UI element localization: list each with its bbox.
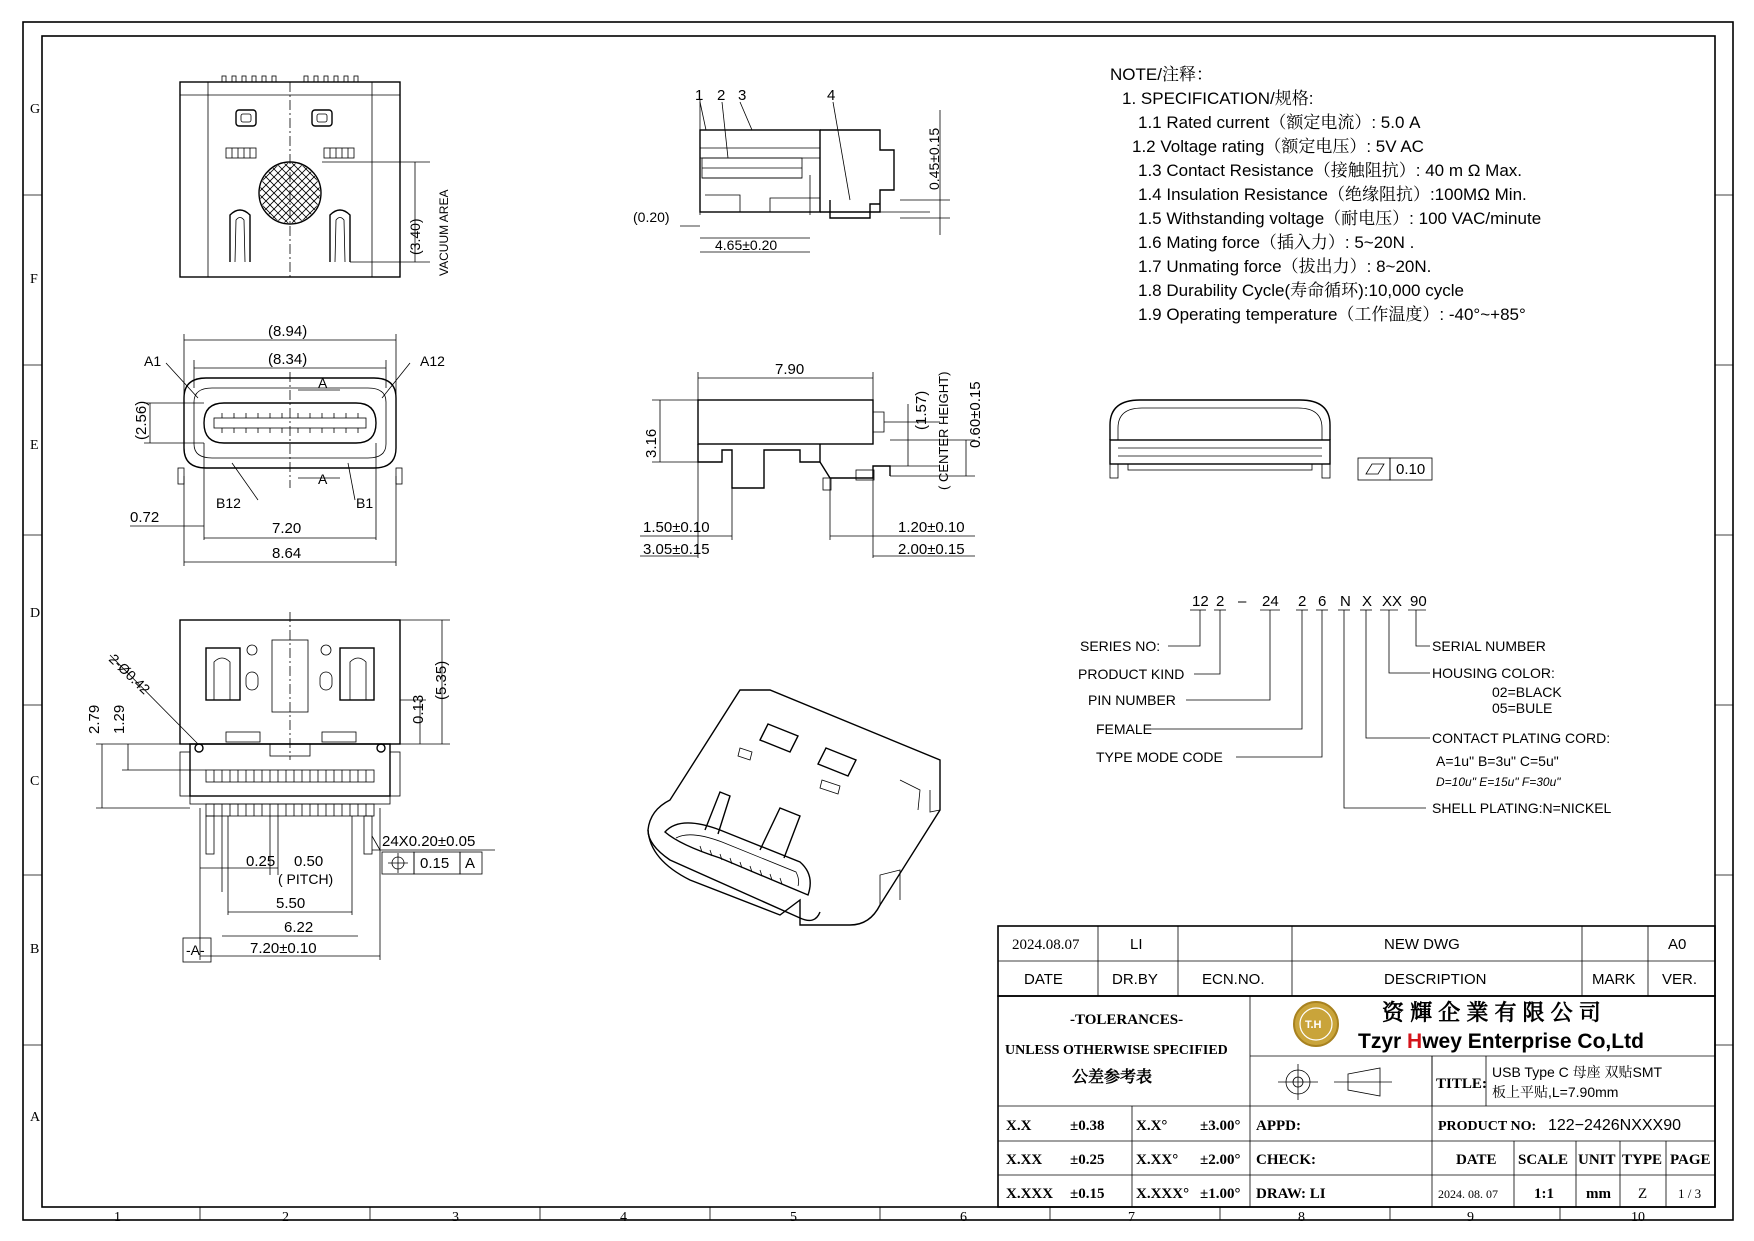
label-type-mode: TYPE MODE CODE	[1096, 749, 1223, 765]
section-callout: 4	[827, 87, 836, 104]
section-mark-a-bottom: A	[318, 471, 328, 487]
zone-row-label: E	[30, 438, 39, 453]
company-name-cn: 资 輝 企 業 有 限 公 司	[1382, 1000, 1601, 1025]
code-color: XX	[1382, 593, 1403, 610]
issue-date: 2024. 08. 07	[1438, 1187, 1498, 1201]
title-label: TITLE:	[1436, 1076, 1487, 1092]
rev-description: NEW DWG	[1384, 936, 1460, 953]
label-housing-color: HOUSING COLOR:	[1432, 665, 1555, 681]
pin-label-b1: B1	[356, 495, 374, 511]
title-line-1: USB Type C 母座 双贴SMT	[1492, 1064, 1663, 1080]
dim-pcb-depth: (5.35)	[433, 660, 450, 700]
zone-row-label: F	[30, 272, 38, 287]
spec-item: 1.2 Voltage rating（额定电压）: 5V AC	[1132, 137, 1424, 156]
dim-contact-height: 0.45±0.15	[926, 127, 942, 190]
type-value: Z	[1638, 1186, 1648, 1202]
dim-pcb-offset: 0.13	[410, 694, 427, 724]
code-shell: N	[1340, 593, 1351, 610]
spec-item: 1.3 Contact Resistance（接触阻抗）: 40 m Ω Max.	[1138, 161, 1522, 180]
dim-front-body: 3.05±0.15	[643, 541, 710, 558]
label-female: FEMALE	[1096, 721, 1153, 737]
pcb-view	[86, 612, 495, 962]
dim-mount-holes: 2-Ø0.42	[105, 650, 154, 698]
rev-date: 2024.08.07	[1012, 937, 1080, 953]
spec-item: 1.9 Operating temperature（工作温度）: -40°~+85°	[1138, 305, 1526, 324]
top-view	[180, 76, 451, 277]
label-series-no: SERIES NO:	[1080, 638, 1161, 654]
spec-item: 1.1 Rated current（额定电流）: 5.0 A	[1138, 113, 1421, 132]
dim-left-offset: (0.20)	[633, 209, 670, 225]
label-contact-plating: CONTACT PLATING CORD:	[1432, 730, 1611, 746]
dim-rear-body: 2.00±0.15	[898, 541, 965, 558]
dim-pad-span: 5.50	[276, 895, 306, 912]
company-name-en: Tzyr Hwey Enterprise Co,Ltd	[1358, 1030, 1644, 1053]
tol-row-a: X.X	[1006, 1118, 1032, 1134]
label-housing-05: 05=BULE	[1492, 700, 1553, 716]
spec-item: 1.8 Durability Cycle(寿命循环):10,000 cycle	[1138, 281, 1464, 300]
rev-drawn-by: LI	[1130, 936, 1143, 953]
label-pin-number: PIN NUMBER	[1088, 692, 1176, 708]
code-kind: 2	[1216, 593, 1225, 610]
dim-front-leg: 1.50±0.10	[643, 519, 710, 536]
dim-pad-outer: 6.22	[284, 919, 314, 936]
dim-pad-row-2: 2.79	[86, 704, 103, 734]
spec-item: 1.4 Insulation Resistance（绝缘阻抗）:100MΩ Min.	[1138, 185, 1527, 204]
spec-heading: 1. SPECIFICATION/规格:	[1122, 89, 1314, 108]
position-tolerance: 0.15	[420, 855, 450, 872]
dim-center-height: (1.57)	[913, 390, 930, 430]
hdr-mark: MARK	[1592, 971, 1636, 988]
checked-by: CHECK:	[1256, 1152, 1316, 1168]
hdr-version: VER.	[1662, 971, 1698, 988]
dim-vacuum-height: (3.40)	[407, 218, 423, 255]
hdr-scale: SCALE	[1518, 1152, 1569, 1168]
dim-pad-offset: 0.25	[246, 853, 276, 870]
label-serial-number: SERIAL NUMBER	[1432, 638, 1546, 654]
zone-col-label: 7	[1128, 1210, 1135, 1225]
section-mark-a-top: A	[318, 375, 328, 391]
zone-col-label: 4	[620, 1210, 627, 1225]
section-callout: 2	[717, 87, 726, 104]
notes-block	[1110, 65, 1541, 324]
code-pins: 24	[1262, 593, 1279, 610]
dim-side-height: 3.16	[643, 428, 660, 458]
tol-row-b: ±0.25	[1070, 1152, 1105, 1168]
dim-standoff: 0.60±0.15	[967, 381, 984, 448]
dim-opening-height: (2.56)	[133, 400, 150, 440]
flatness-view	[1110, 400, 1432, 480]
spec-item: 1.6 Mating force（插入力）: 5~20N .	[1138, 233, 1415, 252]
zone-col-label: 1	[114, 1210, 121, 1225]
notes-heading: NOTE/注释：	[1110, 65, 1213, 84]
tol-row-a: X.XXX	[1006, 1186, 1054, 1202]
code-plating: X	[1362, 593, 1373, 610]
zone-row-label: C	[30, 774, 40, 789]
projection-symbol-icon	[1278, 1064, 1392, 1100]
hdr-date: DATE	[1024, 971, 1063, 988]
tol-row-c: X.XXX°	[1136, 1186, 1190, 1202]
code-female: 2	[1298, 593, 1307, 610]
zone-row-label: A	[30, 1110, 41, 1125]
zone-row-label: D	[30, 606, 41, 621]
title-block	[998, 926, 1715, 1207]
position-datum-ref: A	[465, 855, 476, 872]
zone-col-label: 8	[1298, 1210, 1305, 1225]
tol-row-d: ±3.00°	[1200, 1118, 1241, 1134]
tol-row-b: ±0.38	[1070, 1118, 1105, 1134]
label-product-kind: PRODUCT KIND	[1078, 666, 1185, 682]
zone-ticks	[23, 195, 1733, 1220]
dim-shell-outer: (8.94)	[268, 323, 308, 340]
isometric-view	[648, 690, 940, 925]
approved-by: APPD:	[1256, 1118, 1301, 1134]
hdr-ecn: ECN.NO.	[1202, 971, 1265, 988]
pitch-label: ( PITCH)	[278, 871, 334, 887]
part-code-legend	[1078, 593, 1612, 816]
dim-pad-row-1: 1.29	[111, 704, 128, 734]
drawn-by: DRAW: LI	[1256, 1186, 1326, 1202]
zone-col-label: 2	[282, 1210, 289, 1225]
title-line-2: 板上平贴,L=7.90mm	[1492, 1084, 1619, 1100]
code-type-mode: 6	[1318, 593, 1327, 610]
hdr-unit: UNIT	[1578, 1152, 1616, 1168]
dim-body-width: 8.64	[272, 545, 302, 562]
hdr-type: TYPE	[1622, 1152, 1663, 1168]
zone-row-label: B	[30, 942, 40, 957]
spec-item: 1.5 Withstanding voltage（耐电压）: 100 VAC/minute	[1138, 209, 1542, 228]
logo-text: T.H	[1305, 1019, 1322, 1031]
dim-rear-leg: 1.20±0.10	[898, 519, 965, 536]
zone-col-label: 9	[1467, 1210, 1474, 1225]
spec-item: 1.7 Unmating force（拔出力）: 8~20N.	[1138, 257, 1432, 276]
side-section-view	[633, 87, 950, 253]
dim-opening-width: 7.20	[272, 520, 302, 537]
hdr-drawn-by: DR.BY	[1112, 971, 1158, 988]
zone-col-label: 3	[452, 1210, 459, 1225]
dim-side-length: 7.90	[775, 361, 805, 378]
unit-value: mm	[1586, 1186, 1611, 1202]
section-callout: 1	[695, 87, 704, 104]
tol-row-d: ±2.00°	[1200, 1152, 1241, 1168]
hdr-page: PAGE	[1670, 1152, 1711, 1168]
tol-row-c: X.X°	[1136, 1118, 1168, 1134]
product-no-label: PRODUCT NO:	[1438, 1119, 1537, 1134]
tol-row-b: ±0.15	[1070, 1186, 1105, 1202]
pin-label-b12: B12	[216, 495, 241, 511]
hdr-description: DESCRIPTION	[1384, 971, 1487, 988]
product-no: 122−2426NXXX90	[1548, 1117, 1681, 1134]
side-view	[640, 361, 984, 558]
zone-col-label: 5	[790, 1210, 797, 1225]
zone-col-label: 6	[960, 1210, 967, 1225]
vacuum-area-label: VACUUM AREA	[437, 189, 451, 276]
label-plating-options-2: D=10u" E=15u" F=30u"	[1436, 775, 1561, 789]
scale-value: 1:1	[1534, 1186, 1554, 1202]
label-housing-02: 02=BLACK	[1492, 684, 1562, 700]
front-view	[130, 323, 445, 566]
tol-row-c: X.XX°	[1136, 1152, 1179, 1168]
tolerance-subtitle: UNLESS OTHERWISE SPECIFIED	[1005, 1043, 1228, 1058]
dim-shell-inner: (8.34)	[268, 351, 308, 368]
code-serial: 90	[1410, 593, 1427, 610]
code-series: 12	[1192, 593, 1209, 610]
tolerance-cn: 公差参考表	[1072, 1069, 1153, 1086]
tol-row-d: ±1.00°	[1200, 1186, 1241, 1202]
zone-col-label: 10	[1631, 1210, 1645, 1225]
label-shell-plating: SHELL PLATING:N=NICKEL	[1432, 800, 1612, 816]
pin-label-a12: A12	[420, 353, 445, 369]
rev-version: A0	[1668, 936, 1687, 953]
page-value: 1 / 3	[1678, 1186, 1702, 1201]
datum-a: -A-	[186, 942, 205, 958]
dim-pitch: 0.50	[294, 853, 324, 870]
dim-side-offset: 0.72	[130, 509, 160, 526]
code-dash: –	[1238, 593, 1247, 610]
flatness-value: 0.10	[1396, 461, 1426, 478]
dim-pin-width: 24X0.20±0.05	[382, 833, 476, 850]
tol-row-a: X.XX	[1006, 1152, 1043, 1168]
dim-pcb-width: 7.20±0.10	[250, 940, 317, 957]
tolerance-title: -TOLERANCES-	[1070, 1012, 1184, 1028]
section-callout: 3	[738, 87, 747, 104]
hdr-issue-date: DATE	[1456, 1152, 1497, 1168]
dim-section-width: 4.65±0.20	[715, 237, 778, 253]
center-height-label: ( CENTER HEIGHT)	[936, 371, 951, 490]
pin-label-a1: A1	[144, 353, 162, 369]
zone-row-label: G	[30, 102, 41, 117]
label-plating-options-1: A=1u" B=3u" C=5u"	[1436, 753, 1559, 769]
